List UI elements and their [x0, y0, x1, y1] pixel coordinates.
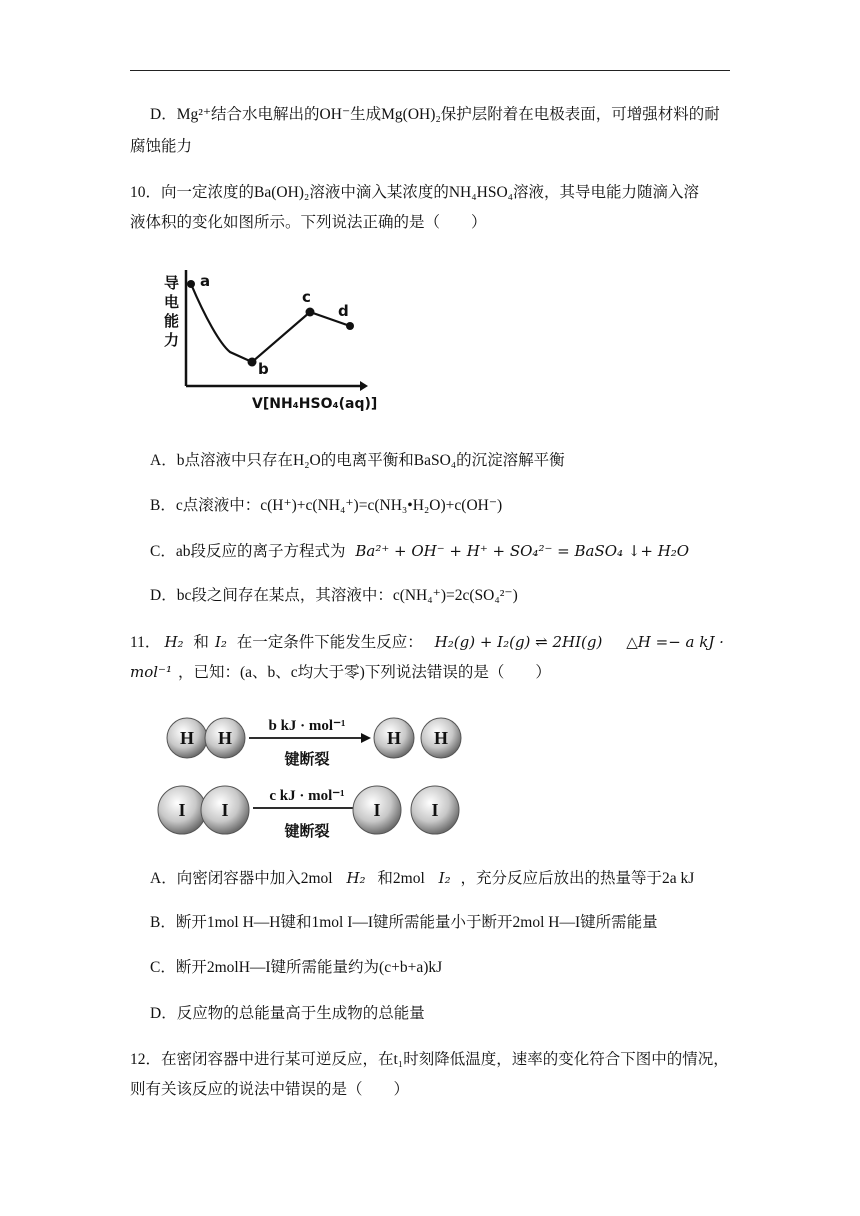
i-atom-4-label: I: [431, 800, 439, 820]
point-d: [346, 322, 354, 330]
q11-stem-line2: [130, 661, 551, 684]
q10-option-a: A．b点溶液中只存在H₂O的电离平衡和BaSO₄的沉淀溶解平衡: [150, 452, 565, 469]
q10-option-c: [150, 540, 689, 563]
q10-option-d: D．bc段之间存在某点，其溶液中：c(NH₄⁺)=2c(SO₄²⁻): [150, 587, 518, 604]
q10-option-c-text: C．ab段反应的离子方程式为: [150, 543, 346, 560]
h-atom-1-label: H: [179, 728, 195, 748]
header-rule: [130, 70, 730, 71]
point-d-label: d: [338, 302, 349, 320]
h-bond-energy-label: b kJ · mol⁻¹: [268, 718, 346, 734]
point-a-label: a: [200, 272, 211, 290]
q11-option-b: B．断开1mol H—H键和1mol I—I键所需能量小于断开2mol H—I键所需能量: [150, 914, 658, 931]
q11-stem-rest: ，已知：(a、b、c均大于零)下列说法错误的是（ ）: [177, 664, 551, 681]
q11-option-a: [150, 867, 694, 890]
point-a: [187, 280, 195, 288]
q11-option-a-post: ，充分反应后放出的热量等于2a kJ: [460, 870, 695, 887]
y-axis-label-char-4: 力: [164, 331, 180, 349]
q11-equation: H₂(g) + I₂(g) ⇌ 2HI(g): [434, 633, 603, 651]
q9-option-d-line2: 腐蚀能力: [130, 138, 193, 155]
q12-stem-line1: 12．在密闭容器中进行某可逆反应，在t₁时刻降低温度，速率的变化符合下图中的情况，: [130, 1051, 729, 1068]
q11-option-a-i2: I₂: [438, 869, 451, 887]
i-atom-2-label: I: [221, 800, 229, 820]
i-atom-1-label: I: [178, 800, 186, 820]
point-c: [306, 308, 315, 317]
bond-breaking-diagram: [155, 708, 475, 848]
point-c-label: c: [302, 288, 311, 306]
q11-i2: I₂: [214, 633, 227, 651]
i-break-label: 键断裂: [284, 822, 330, 840]
y-axis-label-char-1: 导: [164, 274, 180, 292]
q10-option-c-equation: Ba²⁺ + OH⁻ + H⁺ + SO₄²⁻ = BaSO₄ ↓+ H₂O: [355, 542, 690, 560]
q9-option-d-line1: D．Mg²⁺结合水电解出的OH⁻生成Mg(OH)₂保护层附着在电极表面，可增强材料的耐: [150, 106, 720, 123]
point-b-label: b: [258, 360, 269, 378]
q11-stem-line1: [130, 631, 724, 654]
q11-and: 和: [193, 634, 209, 651]
point-b: [248, 358, 257, 367]
q11-number: 11．: [130, 634, 161, 651]
q12-stem-line2: 则有关该反应的说法中错误的是（ ）: [130, 1081, 410, 1098]
y-axis-label-char-3: 能: [164, 312, 180, 330]
q11-option-a-mid: 和2mol: [377, 870, 425, 887]
q11-option-c: C．断开2molH—I键所需能量约为(c+b+a)kJ: [150, 959, 443, 976]
q11-option-a-h2: H₂: [346, 869, 366, 887]
q11-unit: mol⁻¹: [130, 663, 172, 681]
h-atom-3-label: H: [386, 728, 402, 748]
i-bond-energy-label: c kJ · mol⁻¹: [269, 788, 345, 804]
q11-delta-h: △H =− a kJ ·: [626, 633, 724, 651]
h-break-label: 键断裂: [284, 750, 330, 768]
q10-stem-line1: 10．向一定浓度的Ba(OH)₂溶液中滴入某浓度的NH₄HSO₄溶液，其导电能力随滴入溶: [130, 184, 700, 201]
q11-option-a-pre: A．向密闭容器中加入2mol: [150, 870, 333, 887]
h-atom-2-label: H: [217, 728, 233, 748]
i-atom-3-label: I: [373, 800, 381, 820]
h-atom-4-label: H: [433, 728, 449, 748]
q10-option-b: B．c点滚液中：c(H⁺)+c(NH₄⁺)=c(NH₃•H₂O)+c(OH⁻): [150, 497, 503, 514]
q10-stem-line2: 液体积的变化如图所示。下列说法正确的是（ ）: [130, 214, 487, 231]
y-axis-label-char-2: 电: [164, 293, 180, 311]
conductivity-graph: [160, 262, 400, 422]
q11-h2: H₂: [164, 633, 184, 651]
q11-stem-mid: 在一定条件下能发生反应：: [236, 634, 423, 651]
x-axis-label: V[NH₄HSO₄(aq)]: [252, 396, 378, 412]
q11-option-d: D．反应物的总能量高于生成物的总能量: [150, 1005, 425, 1022]
